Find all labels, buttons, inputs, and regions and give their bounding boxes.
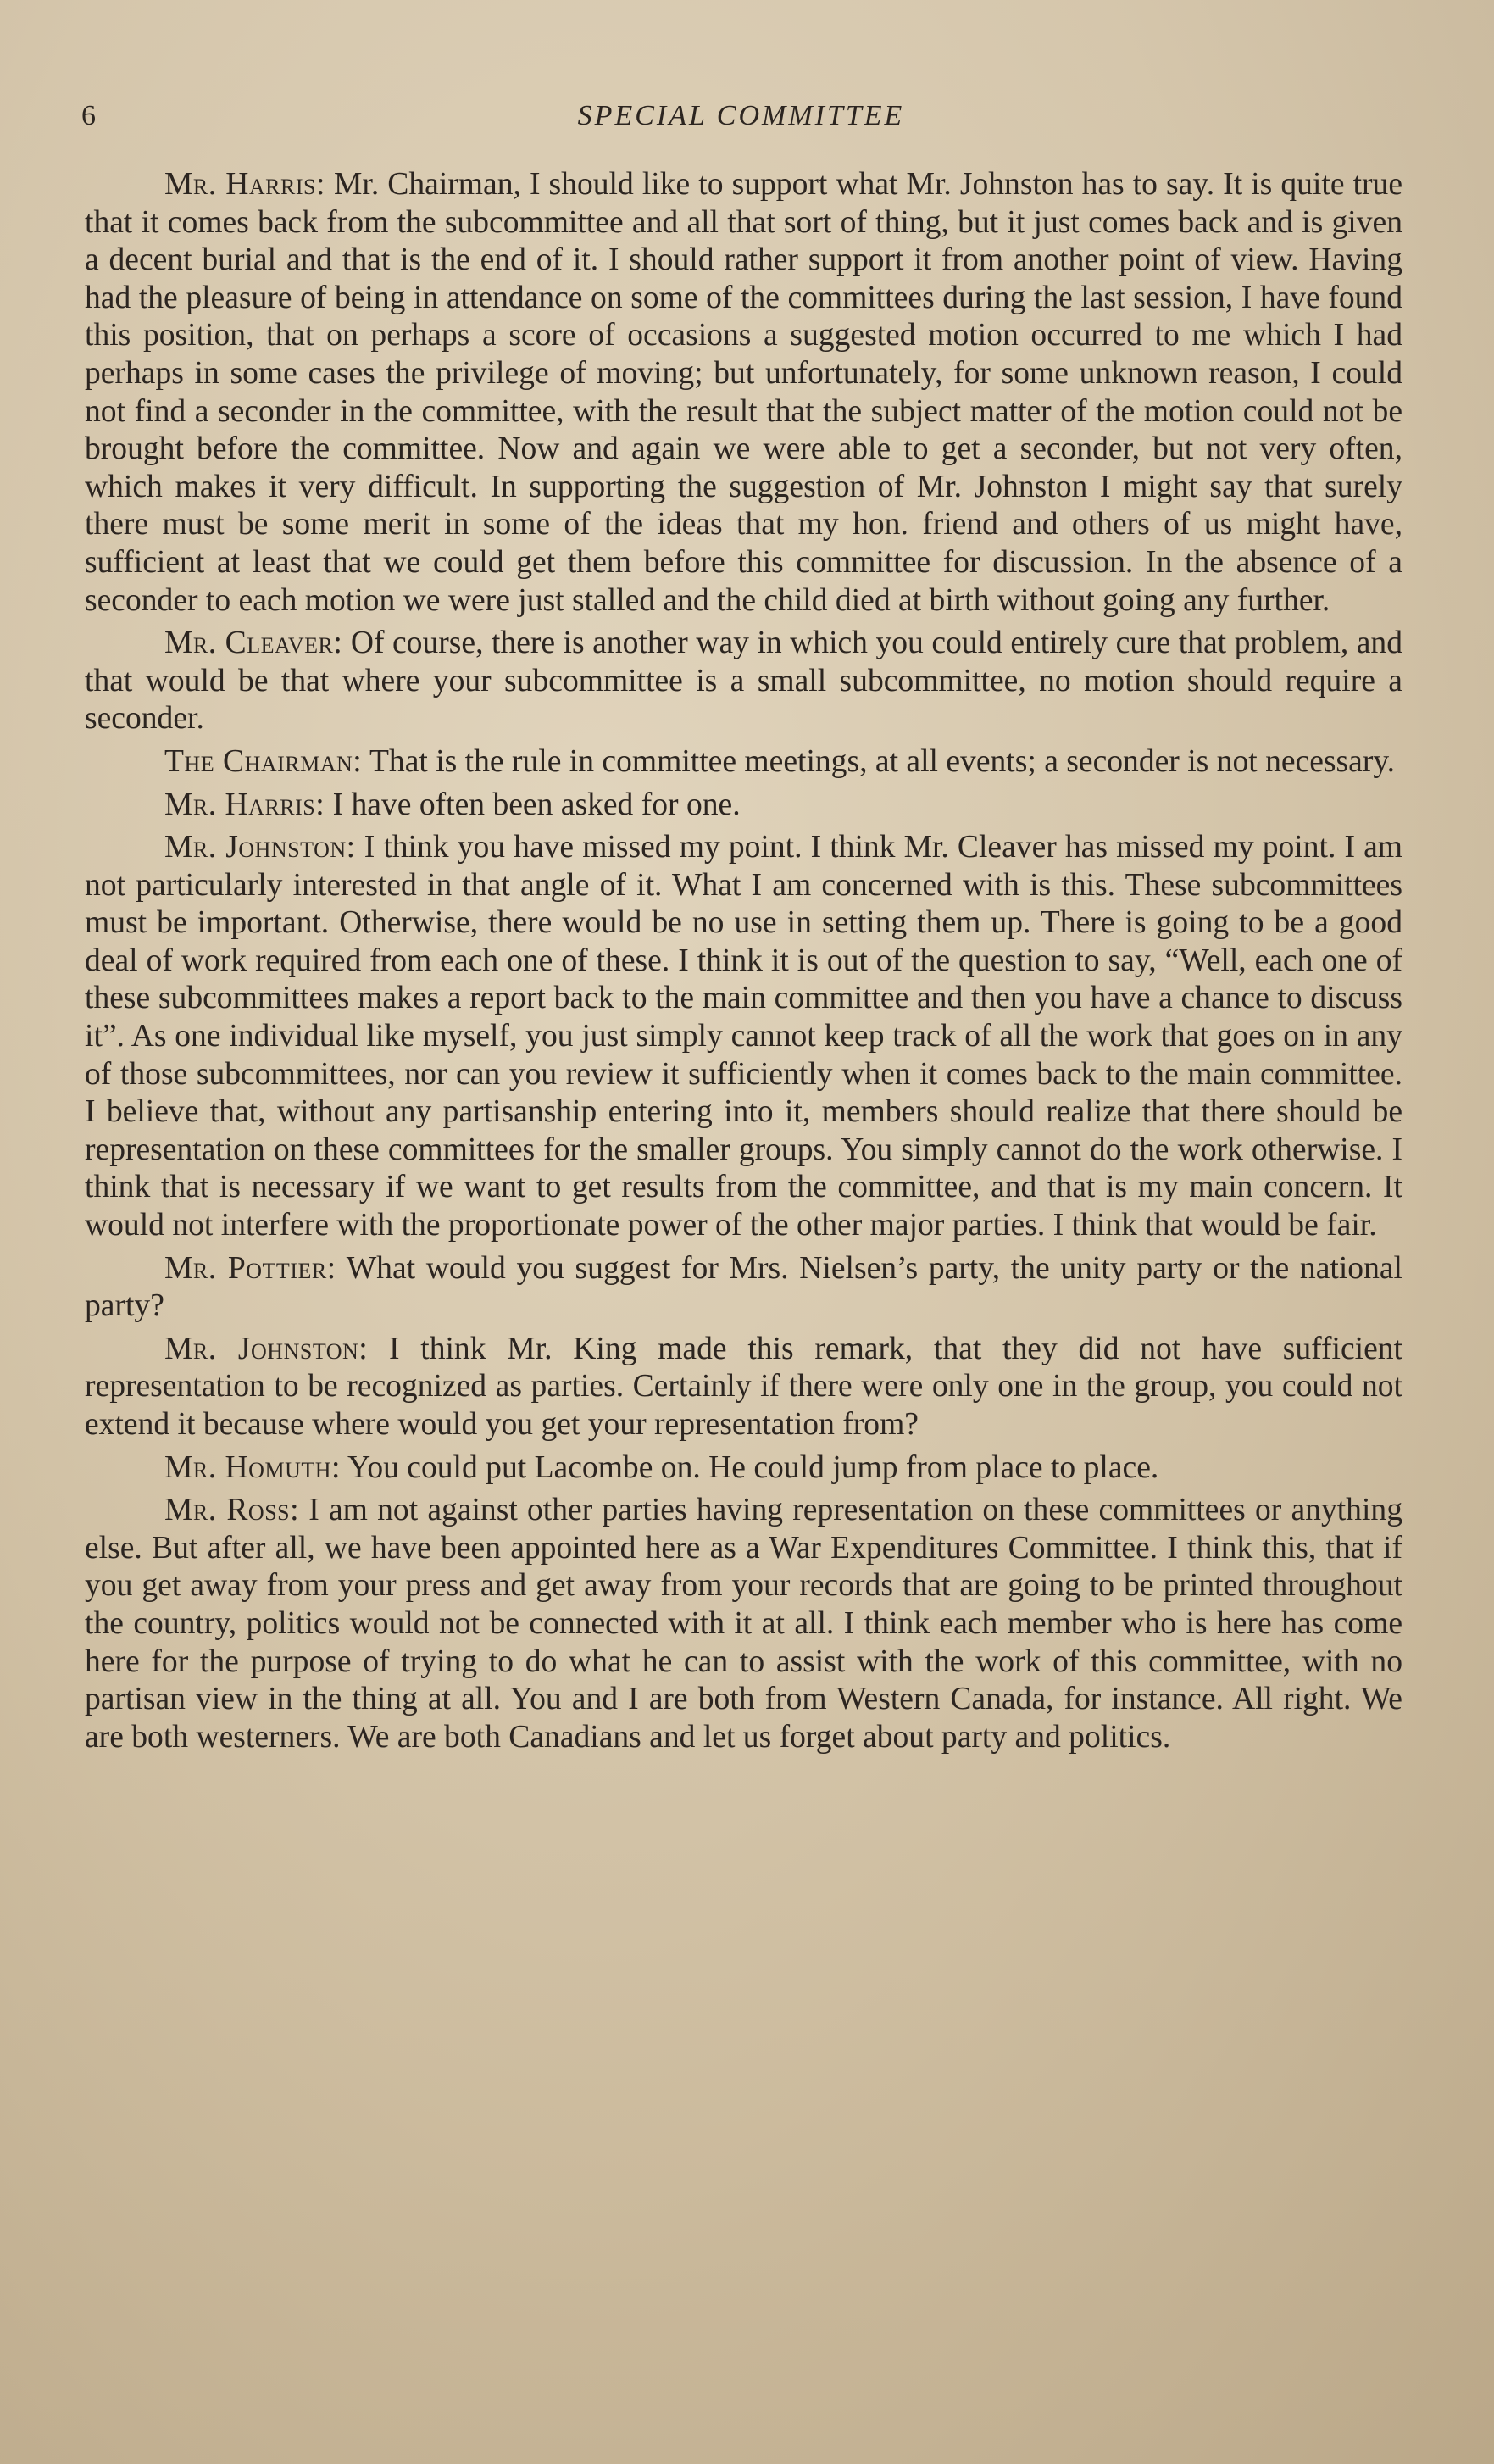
speaker-name: Mr. Harris: — [164, 787, 325, 822]
transcript-body — [85, 166, 1402, 1761]
speech-text: Mr. Chairman, I should like to support what Mr. Johnston has to say. It is quite true that it comes back from the subcommittee and all that sort of thing, but it just comes back and is given a decent burial and that is the end of it. I should rather support it from another point of view. Having had the pleasure of being in attendance on some of the committees during the last session, I have found this position, that on perhaps a score of occasions a suggested motion occurred to me which I had perhaps in some cases the privilege of moving; but unfortunately, for some unknown reason, I could not find a seconder in the committee, with the result that the subject matter of the motion could not be brought before the committee. Now and again we were able to get a seconder, but not very often, which makes it very difficult. In supporting the suggestion of Mr. Johnston I might say that surely there must be some merit in some of the ideas that my hon. friend and others of us might have, sufficient at least that we could get them before this committee for discussion. In the absence of a seconder to each motion we were just stalled and the child died at birth without going any further. — [85, 167, 1403, 618]
speech-paragraph — [85, 787, 1402, 825]
running-title: SPECIAL COMMITTEE — [577, 100, 905, 131]
speech-paragraph — [85, 829, 1402, 1245]
speaker-name: Mr. Johnston: — [164, 830, 356, 865]
page-header — [81, 100, 1401, 141]
speech-text: I think you have missed my point. I think Mr. Cleaver has missed my point. I am not particularly interested in that angle of it. What I am concerned with is this. These subcommittees must be important. Otherwise, there would be no use in setting them up. There is going to be a good deal of work required from each one of these. I think it is out of the question to say, “Well, each one of these subcommittees makes a report back to the main committee and then you have a chance to discuss it”. As one individual like myself, you just simply cannot keep track of all the work that goes on in any of those subcommittees, nor can you review it sufficiently when it comes back to the main committee. I believe that, without any partisanship entering into it, members should realize that there should be representation on these committees for the smaller groups. You simply cannot do the work otherwise. I think that is necessary if we want to get results from the committee, and that is my main concern. It would not interfere with the proportionate power of the other major parties. I think that would be fair. — [85, 830, 1403, 1243]
speech-text: I think Mr. King made this remark, that they did not have sufficient representation to be recognized as parties. Certainly if there were only one in the group, you could not extend it because where would you get your representation from? — [85, 1331, 1402, 1442]
speech-paragraph — [85, 1331, 1402, 1444]
speech-text: I am not against other parties having representation on these committees or anything else. But after all, we have been appointed here as a War Expenditures Committee. I think this, that if you get away from your press and get away from your records that are going to be printed throughout the country, politics would not be connected with it at all. I think each member who is here has come here for the purpose of trying to do what he can to assist with the work of this committee, with no partisan view in the thing at all. You and I are both from Western Canada, for instance. All right. We are both westerners. We are both Canadians and let us forget about party and politics. — [85, 1493, 1402, 1755]
speaker-name: The Chairman: — [164, 743, 363, 779]
speaker-name: Mr. Cleaver: — [164, 626, 343, 661]
speech-text: That is the rule in committee meetings, at all events; a seconder is not necessary. — [362, 743, 1396, 779]
speech-paragraph — [85, 1492, 1402, 1756]
speech-paragraph — [85, 1250, 1402, 1326]
speaker-name: Mr. Pottier: — [164, 1250, 336, 1286]
speech-text: You could put Lacombe on. He could jump from place to place. — [340, 1449, 1159, 1485]
speech-paragraph — [85, 166, 1402, 620]
speaker-name: Mr. Johnston: — [164, 1331, 369, 1366]
speech-paragraph — [85, 1449, 1402, 1488]
speech-paragraph — [85, 743, 1402, 781]
speech-paragraph — [85, 625, 1402, 738]
speech-text: Of course, there is another way in which you could entirely cure that problem, and that would be that where your subcommittee is a small subcommittee, no motion should require a seconder. — [85, 626, 1402, 737]
speaker-name: Mr. Homuth: — [164, 1449, 341, 1485]
speech-text: What would you suggest for Mrs. Nielsen’s party, the unity party or the national party? — [85, 1250, 1402, 1324]
speaker-name: Mr. Ross: — [164, 1493, 300, 1528]
speaker-name: Mr. Harris: — [164, 167, 325, 202]
speech-text: I have often been asked for one. — [325, 787, 741, 822]
page-number: 6 — [81, 100, 97, 131]
